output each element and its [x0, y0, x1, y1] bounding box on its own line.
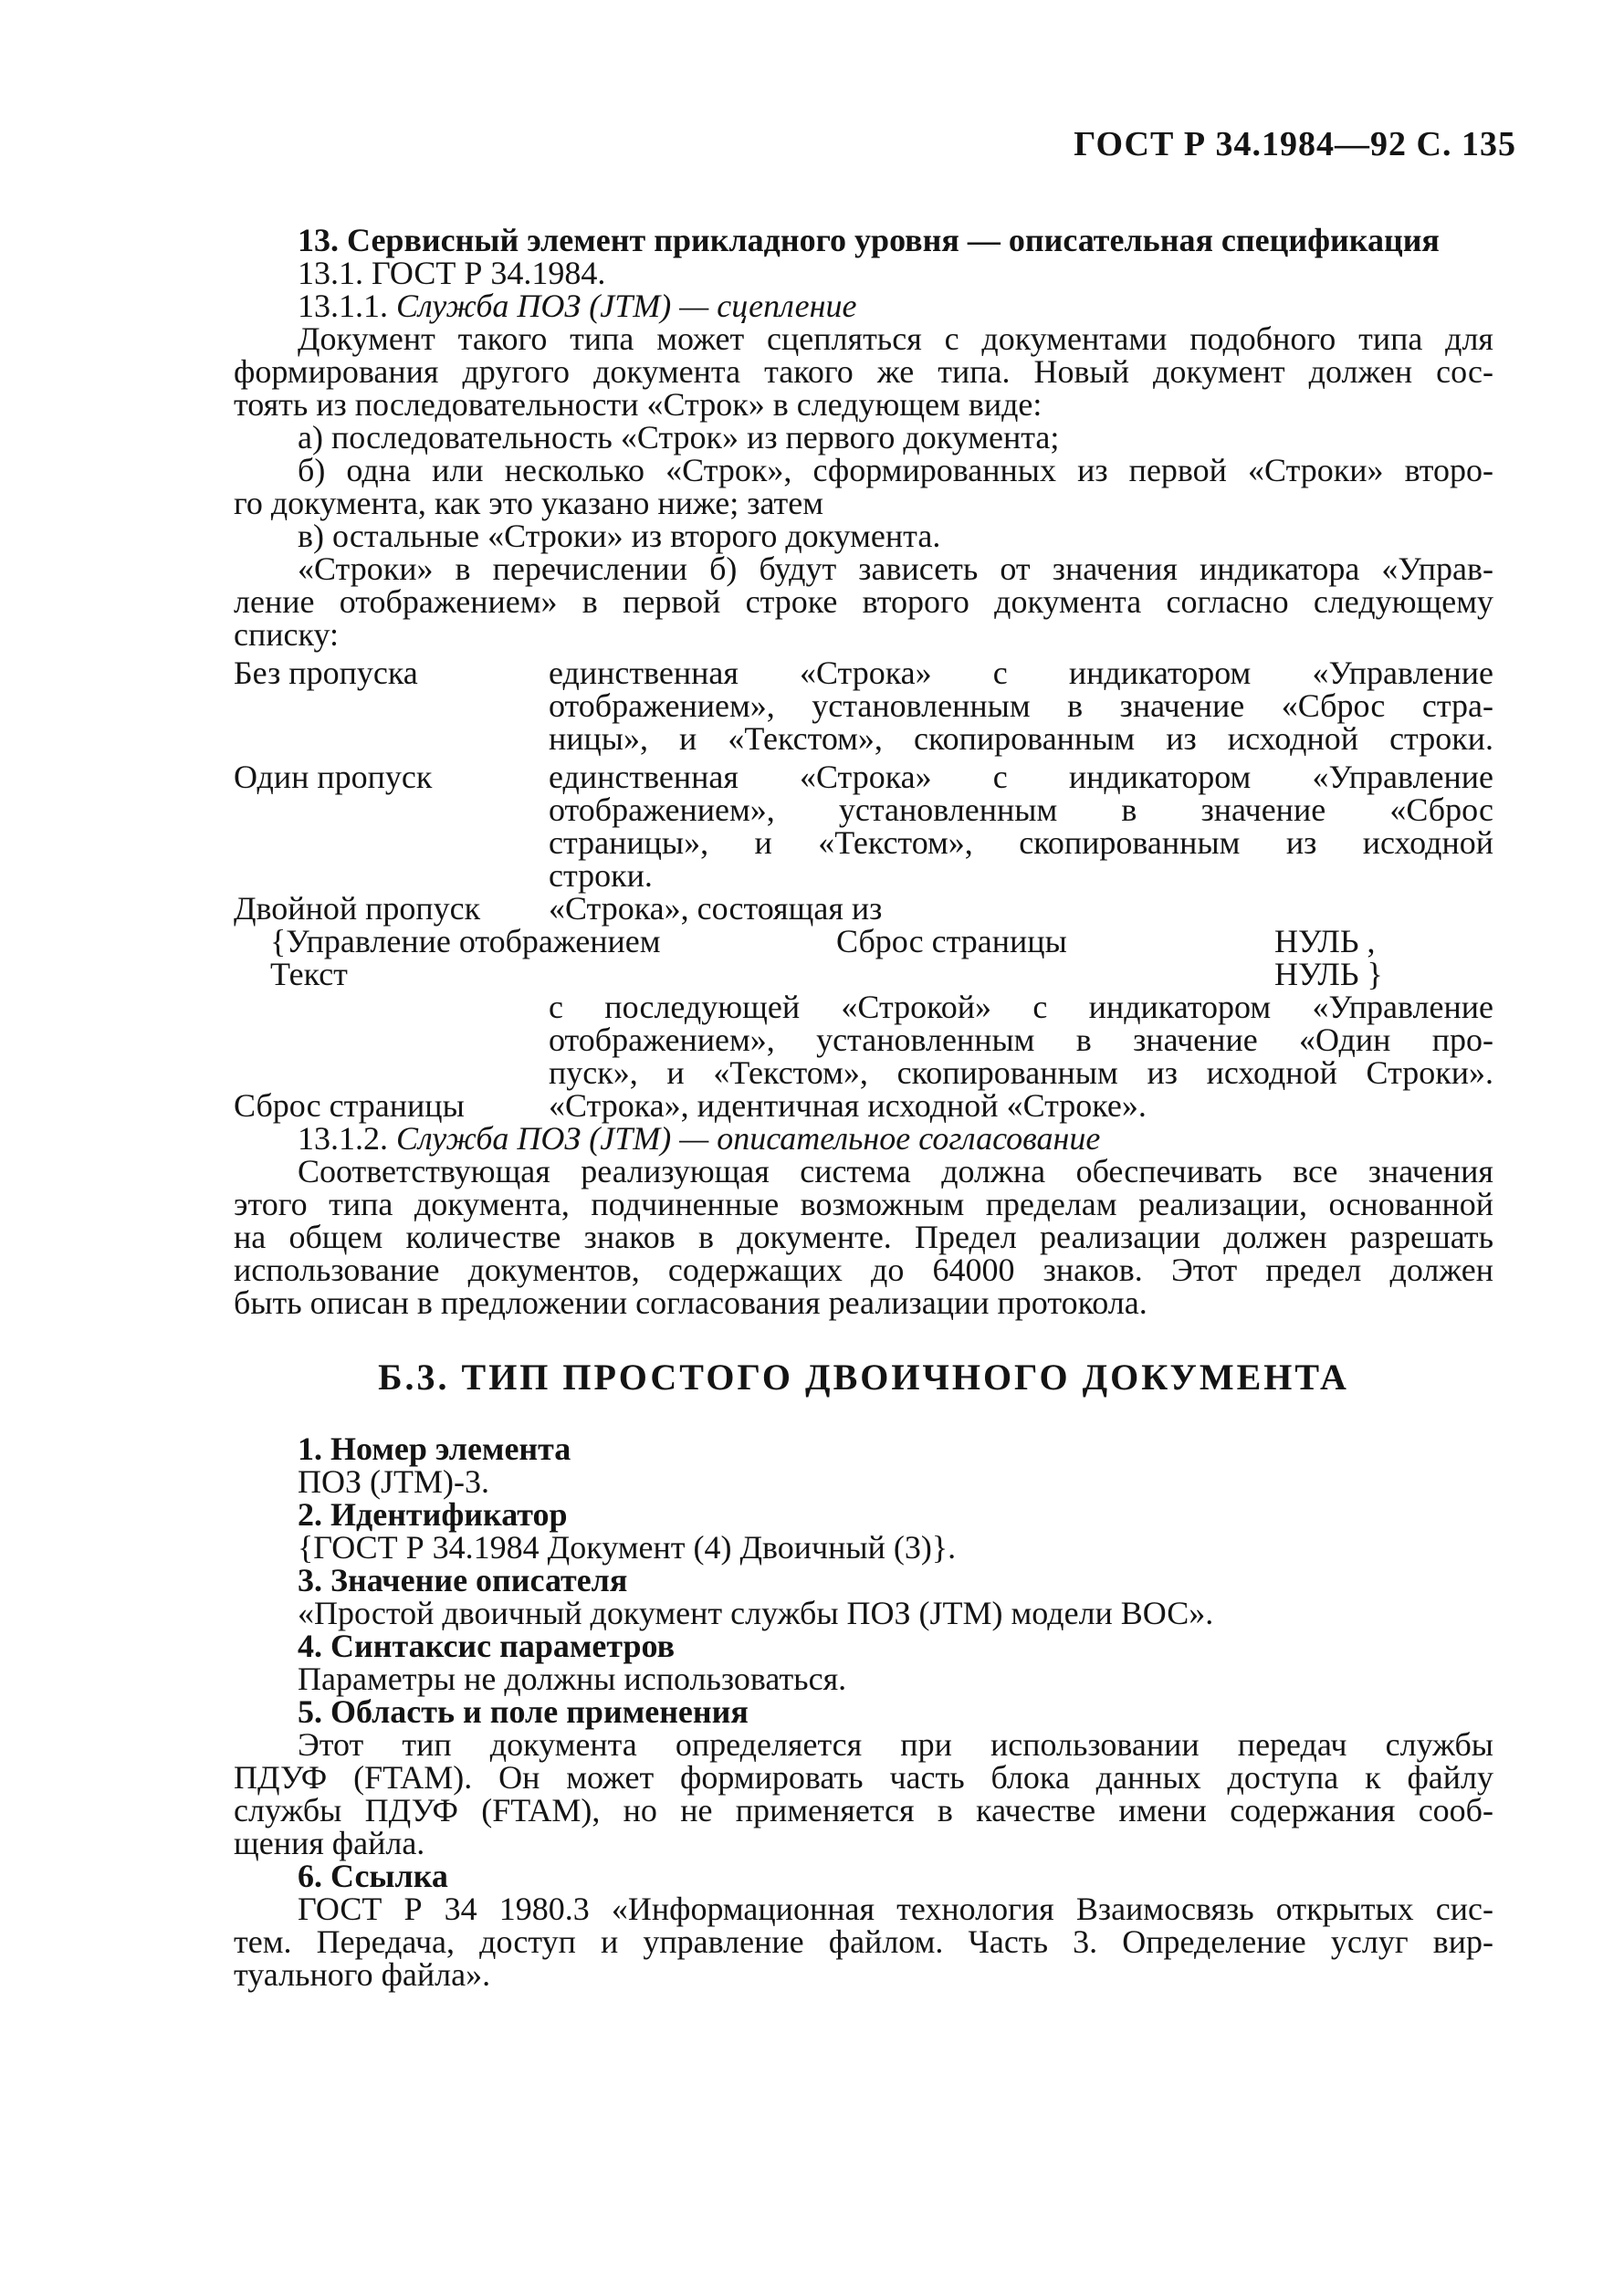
definition-line: единственная «Строка» с индикатором «Управление — [549, 655, 1493, 691]
item-5-line: службы ПДУФ (FTAM), но не применяется в качестве имени содержания сооб- — [234, 1792, 1493, 1828]
definition-dvoynoy-continuation — [234, 990, 1493, 1089]
list-item-b-line: б) одна или несколько «Строк», сформированных из первой «Строки» второ- — [298, 452, 1493, 488]
definition-text — [549, 760, 1493, 892]
definition-odin-propusk — [234, 760, 1493, 892]
structure-field: {Управление отображением — [270, 923, 661, 959]
definition-line: отображением», установленным в значение «Один про- — [549, 1022, 1493, 1058]
definition-line: отображением», установленным в значение «Сброс — [549, 791, 1493, 828]
structure-line — [234, 925, 1493, 958]
item-4-title: 4. Синтаксис параметров — [298, 1628, 676, 1664]
definition-line: единственная «Строка» с индикатором «Управление — [549, 759, 1493, 795]
paragraph-line: Соответствующая реализующая система должна обеспечивать все значения — [298, 1153, 1493, 1189]
item-6-line: туального файла». — [234, 1956, 491, 1993]
section-13-title: 13. Сервисный элемент прикладного уровня — описательная спецификация — [298, 222, 1440, 258]
page-content — [234, 224, 1493, 1991]
paragraph-line: «Строки» в перечислении б) будут зависеть от значения индикатора «Управ- — [298, 550, 1493, 587]
structure-null: НУЛЬ , — [1274, 923, 1376, 959]
structure-line — [234, 958, 1493, 990]
definition-line: пуск», и «Текстом», скопированным из исходной Строки». — [549, 1054, 1493, 1091]
page-header: ГОСТ Р 34.1984—92 С. 135 — [1074, 125, 1516, 163]
item-2-text: {ГОСТ Р 34.1984 Документ (4) Двоичный (3)}. — [298, 1529, 957, 1566]
definition-line: с последующей «Строкой» с индикатором «Управление — [549, 989, 1493, 1025]
paragraph-line: ление отображением» в первой строке второго документа согласно следующему — [234, 583, 1493, 620]
section-13-1-1 — [234, 289, 1493, 322]
list-item-b-line: го документа, как это указано ниже; затем — [234, 485, 824, 521]
definition-line: отображением», установленным в значение «Сброс стра- — [549, 687, 1493, 724]
item-3-text: «Простой двоичный документ службы ПОЗ (JTM) модели ВОС». — [298, 1595, 1214, 1631]
item-1-title: 1. Номер элемента — [298, 1430, 571, 1467]
definition-label: Сброс страницы — [234, 1087, 465, 1124]
item-4-text: Параметры не должны использоваться. — [298, 1661, 847, 1697]
section-13-1-2-number: 13.1.2. — [298, 1120, 388, 1157]
definition-line: ницы», и «Текстом», скопированным из исходной строки. — [549, 720, 1493, 757]
item-5-title: 5. Область и поле применения — [298, 1693, 749, 1730]
paragraph-line: быть описан в предложении согласования реализации протокола. — [234, 1284, 1147, 1321]
item-5-line: Этот тип документа определяется при использовании передач службы — [298, 1726, 1493, 1763]
item-2-title: 2. Идентификатор — [298, 1496, 568, 1533]
section-13-1-2-title: Служба ПОЗ (JTM) — описательное согласование — [396, 1120, 1101, 1157]
definition-label: Двойной пропуск — [234, 890, 481, 927]
definition-text: «Строка», состоящая из — [549, 890, 883, 927]
item-5-line: щения файла. — [234, 1825, 425, 1861]
item-5-line: ПДУФ (FTAM). Он может формировать часть блока данных доступа к файлу — [234, 1759, 1493, 1796]
paragraph-line: формирования другого документа такого же типа. Новый документ должен сос- — [234, 353, 1493, 390]
paragraph-line: на общем количестве знаков в документе. Предел реализации должен разрешать — [234, 1219, 1493, 1255]
definition-bez-propuska — [234, 656, 1493, 755]
definition-line: страницы», и «Текстом», скопированным из исходной — [549, 824, 1493, 861]
definition-line: строки. — [549, 857, 653, 894]
list-item-a: а) последовательность «Строк» из первого документа; — [298, 419, 1060, 456]
section-13-1-2 — [234, 1122, 1493, 1155]
definition-label: Один пропуск — [234, 759, 433, 795]
definition-text — [549, 990, 1493, 1089]
section-13-1: 13.1. ГОСТ Р 34.1984. — [298, 255, 606, 291]
definition-text: «Строка», идентичная исходной «Строке». — [549, 1087, 1147, 1124]
paragraph-line: списку: — [234, 616, 339, 653]
paragraph-line: тоять из последовательности «Строк» в следующем виде: — [234, 386, 1043, 423]
paragraph-line: использование документов, содержащих до 64000 знаков. Этот предел должен — [234, 1252, 1493, 1288]
item-3-title: 3. Значение описателя — [298, 1562, 628, 1598]
list-item-v: в) остальные «Строки» из второго документа. — [298, 518, 941, 554]
item-6-line: тем. Передача, доступ и управление файлом. Часть 3. Определение услуг вир- — [234, 1923, 1493, 1960]
definition-dvoynoy-propusk — [234, 892, 1493, 925]
structure-value: Сброс страницы — [836, 923, 1067, 959]
item-6-title: 6. Ссылка — [298, 1858, 448, 1894]
structure-field: Текст — [270, 956, 348, 992]
paragraph-line: Документ такого типа может сцепляться с документами подобного типа для — [298, 320, 1493, 357]
item-1-text: ПОЗ (JTM)-3. — [298, 1463, 490, 1500]
section-13-1-1-number: 13.1.1. — [298, 288, 388, 324]
item-6-line: ГОСТ Р 34 1980.3 «Информационная технология Взаимосвязь открытых сис- — [298, 1891, 1493, 1927]
definition-sbros-stranitsy — [234, 1089, 1493, 1122]
appendix-heading: Б.3. ТИП ПРОСТОГО ДВОИЧНОГО ДОКУМЕНТА — [378, 1357, 1349, 1398]
section-13-1-1-title: Служба ПОЗ (JTM) — сцепление — [396, 288, 857, 324]
structure-null: НУЛЬ } — [1274, 956, 1383, 992]
paragraph-line: этого типа документа, подчиненные возможным пределам реализации, основанной — [234, 1186, 1493, 1222]
definition-text — [549, 656, 1493, 755]
definition-label: Без пропуска — [234, 655, 418, 691]
